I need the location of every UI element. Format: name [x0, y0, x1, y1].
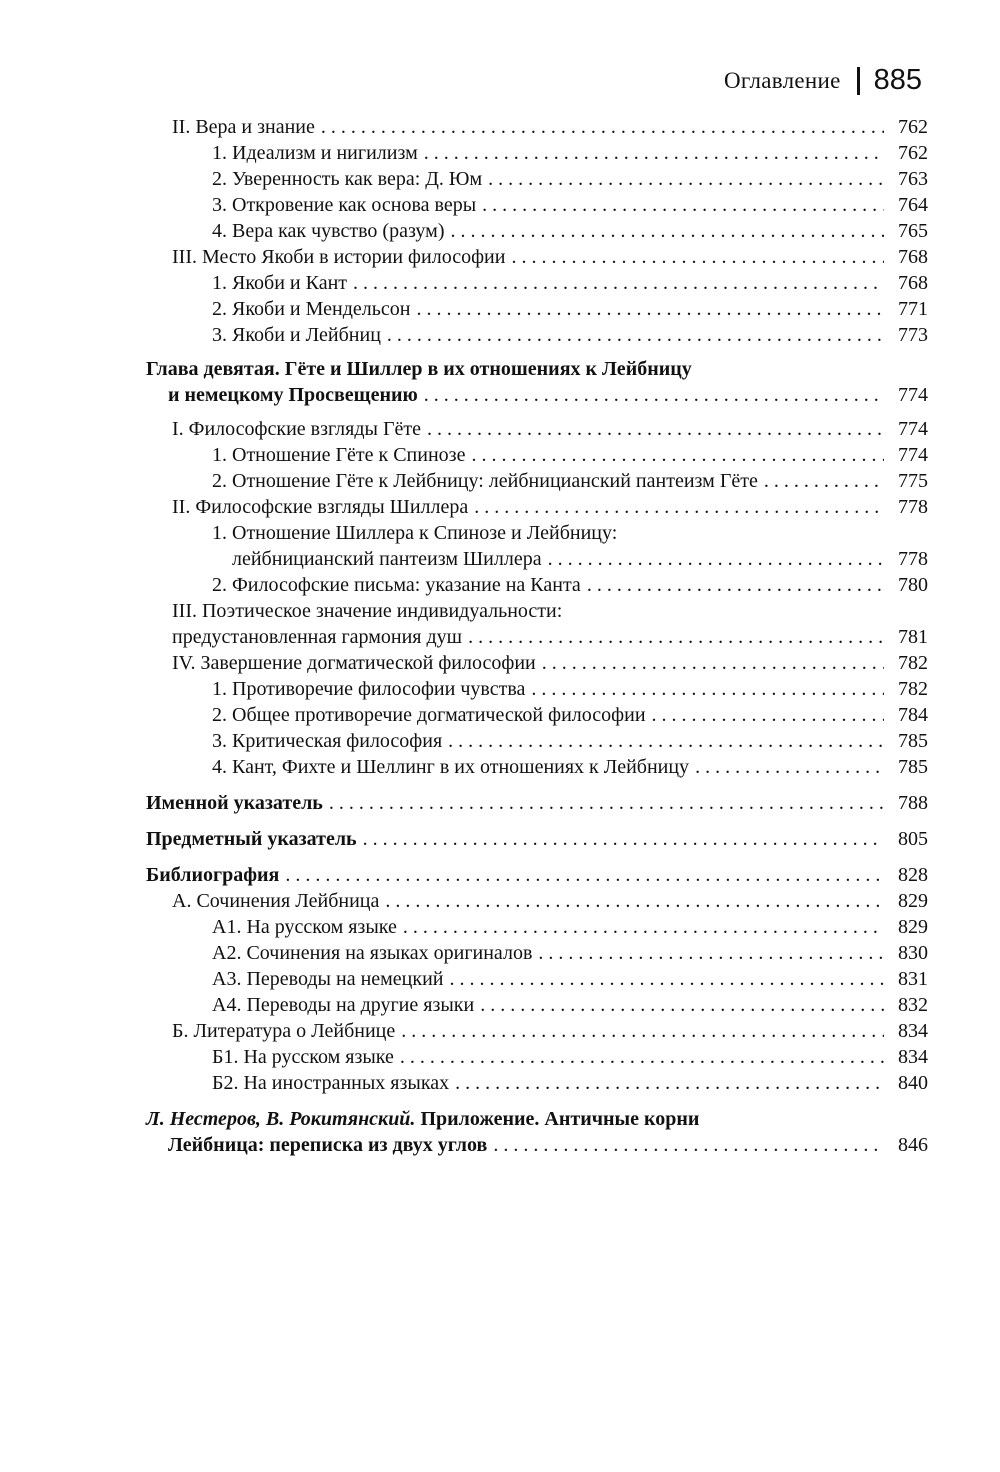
dot-leader	[363, 826, 884, 852]
toc-entry-page: 784	[898, 704, 928, 726]
table-of-contents	[0, 114, 1000, 1158]
toc-entry-page: 765	[898, 220, 928, 242]
toc-entry[interactable]	[0, 598, 1000, 624]
toc-entry[interactable]	[0, 218, 1000, 244]
toc-entry[interactable]	[0, 914, 1000, 940]
dot-leader	[353, 270, 884, 296]
toc-entry-title-line2: предустановленная гармония душ	[172, 626, 463, 648]
toc-entry-page: 782	[898, 678, 928, 700]
dot-leader	[329, 790, 884, 816]
toc-entry[interactable]	[0, 192, 1000, 218]
toc-entry-title-line2: лейбницианский пантеизм Шиллера	[232, 548, 542, 570]
dot-leader	[764, 468, 884, 494]
dot-leader	[542, 650, 884, 676]
toc-entry[interactable]	[0, 1044, 1000, 1070]
toc-entry-page: 773	[898, 324, 928, 346]
toc-entry-page: 762	[898, 142, 928, 164]
toc-entry-page: 762	[898, 116, 928, 138]
dot-leader	[480, 992, 884, 1018]
dot-leader	[471, 442, 884, 468]
running-head-title: Оглавление	[723, 67, 841, 93]
toc-entry[interactable]	[0, 650, 1000, 676]
toc-entry-title: А. Сочинения Лейбница	[172, 890, 380, 912]
toc-entry-page: 780	[898, 574, 928, 596]
toc-entry[interactable]	[0, 114, 1000, 140]
toc-entry-page: 834	[898, 1046, 928, 1068]
toc-entry[interactable]	[0, 1018, 1000, 1044]
dot-leader	[385, 888, 884, 914]
toc-entry-page: 829	[898, 890, 928, 912]
toc-entry[interactable]	[0, 416, 1000, 442]
dot-leader	[403, 914, 884, 940]
appendix-authors: Л. Нестеров, В. Рокитянский.	[146, 1108, 416, 1130]
toc-entry[interactable]	[0, 1070, 1000, 1096]
toc-section-subject-index[interactable]	[0, 826, 1000, 852]
toc-entry-page: 788	[898, 792, 928, 814]
toc-entry-title: 1. Идеализм и нигилизм	[212, 142, 418, 164]
running-head-divider	[857, 67, 860, 95]
dot-leader	[468, 624, 884, 650]
toc-entry[interactable]	[0, 494, 1000, 520]
page-number: 885	[873, 64, 922, 96]
toc-entry-title: 3. Откровение как основа веры	[212, 194, 477, 216]
toc-entry-page: 768	[898, 246, 928, 268]
toc-entry-title: 1. Противоречие философии чувства	[212, 678, 526, 700]
toc-entry-title: II. Философские взгляды Шиллера	[172, 496, 469, 518]
toc-entry-title-line1: III. Поэтическое значение индивидуальности:	[172, 600, 563, 622]
toc-entry-page: 774	[898, 444, 928, 466]
appendix-title-line1: Приложение. Античные корни	[420, 1108, 700, 1130]
dot-leader	[400, 1044, 884, 1070]
toc-entry-title: 2. Общее противоречие догматической философии	[212, 704, 646, 726]
dot-leader	[401, 1018, 884, 1044]
toc-entry[interactable]	[0, 140, 1000, 166]
toc-entry-title-line1: 1. Отношение Шиллера к Спинозе и Лейбницу:	[212, 522, 618, 544]
toc-entry-page: 771	[898, 298, 928, 320]
toc-entry[interactable]	[0, 442, 1000, 468]
toc-entry[interactable]	[0, 888, 1000, 914]
toc-entry-title: Именной указатель	[146, 792, 323, 814]
toc-section-name-index[interactable]	[0, 790, 1000, 816]
dot-leader	[450, 966, 884, 992]
toc-entry-page: 830	[898, 942, 928, 964]
toc-entry-title: А4. Переводы на другие языки	[212, 994, 475, 1016]
toc-entry-title: 2. Якоби и Мендельсон	[212, 298, 411, 320]
toc-entry-page: 840	[898, 1072, 928, 1094]
toc-entry-page: 785	[898, 756, 928, 778]
toc-entry-page: 774	[898, 418, 928, 440]
toc-entry-page: 778	[898, 496, 928, 518]
toc-entry[interactable]	[0, 244, 1000, 270]
dot-leader	[455, 1070, 884, 1096]
toc-entry-title: Б1. На русском языке	[212, 1046, 394, 1068]
toc-entry[interactable]	[0, 520, 1000, 546]
dot-leader	[450, 218, 884, 244]
toc-entry-title: I. Философские взгляды Гёте	[172, 418, 422, 440]
toc-entry-title: А2. Сочинения на языках оригиналов	[212, 942, 533, 964]
toc-entry[interactable]	[0, 702, 1000, 728]
toc-entry[interactable]	[0, 572, 1000, 598]
toc-entry-title: IV. Завершение догматической философии	[172, 652, 536, 674]
chapter-heading[interactable]	[0, 356, 1000, 382]
toc-entry-page: 778	[898, 548, 928, 570]
toc-entry-title: II. Вера и знание	[172, 116, 315, 138]
toc-section-appendix-continued[interactable]	[0, 1132, 1000, 1158]
dot-leader	[424, 382, 884, 408]
toc-entry[interactable]	[0, 468, 1000, 494]
dot-leader	[511, 244, 884, 270]
toc-entry-page: 764	[898, 194, 928, 216]
toc-entry-title: 2. Философские письма: указание на Канта	[212, 574, 581, 596]
toc-entry-title: 3. Критическая философия	[212, 730, 443, 752]
toc-entry-page: 768	[898, 272, 928, 294]
toc-entry[interactable]	[0, 728, 1000, 754]
toc-entry-title: 1. Отношение Гёте к Спинозе	[212, 444, 466, 466]
toc-entry-title: 2. Уверенность как вера: Д. Юм	[212, 168, 483, 190]
toc-entry[interactable]	[0, 270, 1000, 296]
dot-leader	[493, 1132, 884, 1158]
dot-leader	[424, 140, 884, 166]
dot-leader	[474, 494, 884, 520]
toc-entry-title: Библиография	[146, 864, 280, 886]
toc-entry-page: 774	[898, 384, 928, 406]
dot-leader	[488, 166, 884, 192]
dot-leader	[387, 322, 884, 348]
dot-leader	[482, 192, 884, 218]
toc-entry[interactable]	[0, 992, 1000, 1018]
toc-entry-title: 4. Кант, Фихте и Шеллинг в их отношениях к Лейбницу	[212, 756, 690, 778]
chapter-title-line1: Глава девятая. Гёте и Шиллер в их отношениях к Лейбницу	[146, 358, 692, 380]
toc-entry-title: А3. Переводы на немецкий	[212, 968, 444, 990]
toc-entry-page: 832	[898, 994, 928, 1016]
dot-leader	[538, 940, 884, 966]
appendix-title-line2: Лейбница: переписка из двух углов	[168, 1134, 488, 1156]
toc-entry[interactable]	[0, 676, 1000, 702]
toc-entry-page: 831	[898, 968, 928, 990]
toc-entry[interactable]	[0, 966, 1000, 992]
toc-entry-page: 846	[898, 1134, 928, 1156]
toc-section-appendix[interactable]	[0, 1106, 1000, 1132]
dot-leader	[587, 572, 884, 598]
toc-entry[interactable]	[0, 322, 1000, 348]
toc-entry-page: 829	[898, 916, 928, 938]
toc-entry-title: Б. Литература о Лейбнице	[172, 1020, 396, 1042]
toc-entry[interactable]	[0, 296, 1000, 322]
toc-entry-page: 785	[898, 730, 928, 752]
toc-entry-page: 763	[898, 168, 928, 190]
toc-entry-continued[interactable]	[0, 546, 1000, 572]
toc-entry-page: 781	[898, 626, 928, 648]
dot-leader	[285, 862, 884, 888]
toc-entry-title: Предметный указатель	[146, 828, 357, 850]
dot-leader	[427, 416, 884, 442]
chapter-heading-continued[interactable]	[0, 382, 1000, 408]
toc-entry-page: 782	[898, 652, 928, 674]
toc-section-bibliography[interactable]	[0, 862, 1000, 888]
toc-entry-page: 775	[898, 470, 928, 492]
toc-entry-title: 3. Якоби и Лейбниц	[212, 324, 381, 346]
toc-entry-title: А1. На русском языке	[212, 916, 397, 938]
toc-entry-title: III. Место Якоби в истории философии	[172, 246, 506, 268]
toc-entry-title: 1. Якоби и Кант	[212, 272, 348, 294]
toc-entry-page: 805	[898, 828, 928, 850]
toc-entry[interactable]	[0, 940, 1000, 966]
toc-entry-page: 828	[898, 864, 928, 886]
toc-entry[interactable]	[0, 754, 1000, 780]
toc-entry-title: 2. Отношение Гёте к Лейбницу: лейбницианский пантеизм Гёте	[212, 470, 758, 492]
dot-leader	[548, 546, 884, 572]
toc-entry-title: 4. Вера как чувство (разум)	[212, 220, 445, 242]
dot-leader	[652, 702, 884, 728]
chapter-title-line2: и немецкому Просвещению	[168, 384, 418, 406]
toc-entry-title: Б2. На иностранных языках	[212, 1072, 450, 1094]
running-head	[724, 64, 922, 97]
dot-leader	[531, 676, 884, 702]
dot-leader	[321, 114, 884, 140]
dot-leader	[416, 296, 884, 322]
toc-entry-page: 834	[898, 1020, 928, 1042]
toc-entry-continued[interactable]	[0, 624, 1000, 650]
dot-leader	[448, 728, 884, 754]
toc-entry[interactable]	[0, 166, 1000, 192]
dot-leader	[695, 754, 884, 780]
